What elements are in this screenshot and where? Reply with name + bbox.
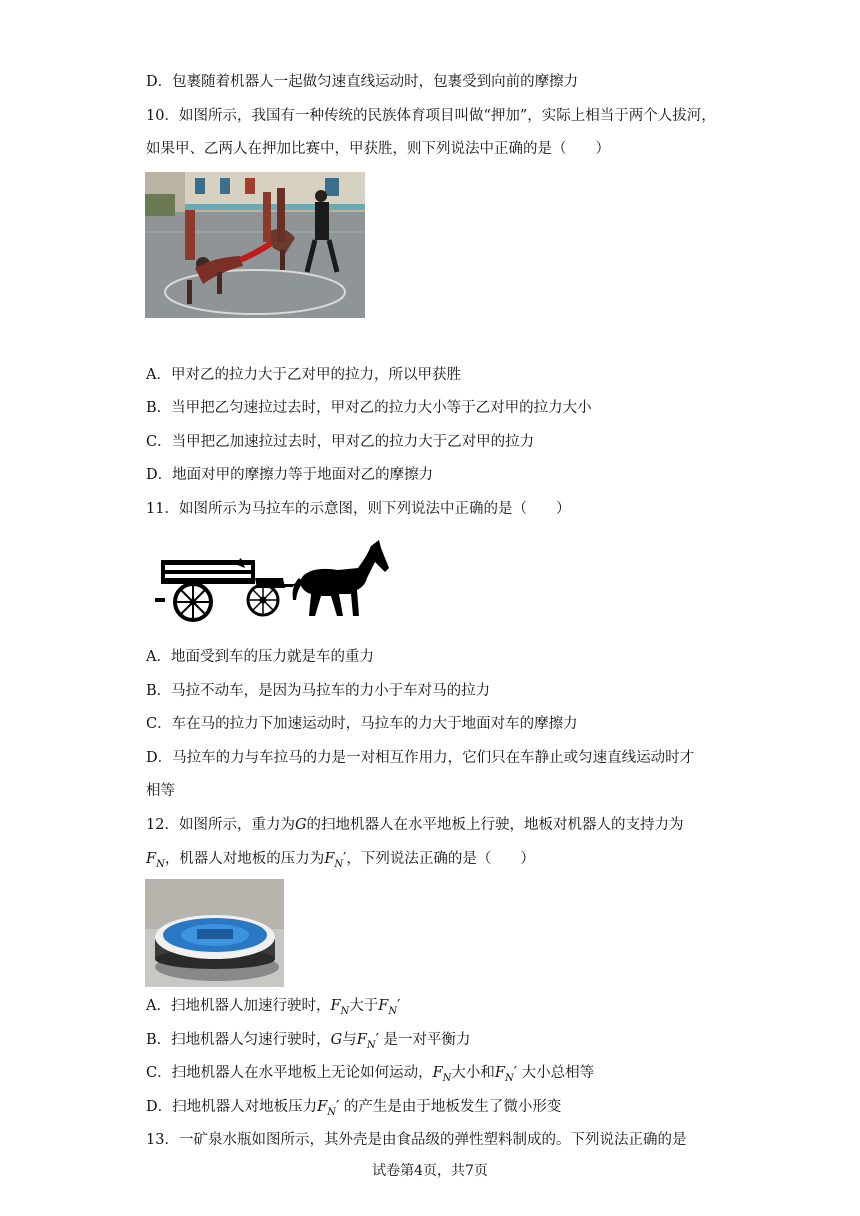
q10-stem-2: 如果甲、乙两人在押加比赛中，甲获胜，则下列说法中正确的是（ ） bbox=[146, 141, 610, 157]
q11-option-d: D．马拉车的力与车拉马的力是一对相互作用力，它们只在车静止或匀速直线运动时才 bbox=[146, 750, 695, 766]
q11-option-a: A．地面受到车的压力就是车的重力 bbox=[146, 649, 374, 665]
q10-option-c: C．当甲把乙加速拉过去时，甲对乙的拉力大于乙对甲的拉力 bbox=[146, 434, 535, 450]
q12-option-c: C．扫地机器人在水平地板上无论如何运动，$F_N$大小和$F_N'$ 大小总相等 bbox=[146, 1065, 595, 1084]
q12-option-d: D．扫地机器人对地板压力$F_N'$ 的产生是由于地板发生了微小形变 bbox=[146, 1099, 562, 1118]
q10-option-d: D．地面对甲的摩擦力等于地面对乙的摩擦力 bbox=[146, 467, 434, 483]
q10-photo-tug bbox=[145, 172, 365, 322]
option-d-prev: D．包裹随着机器人一起做匀速直线运动时，包裹受到向前的摩擦力 bbox=[146, 74, 579, 90]
q11-option-d-cont: 相等 bbox=[146, 783, 175, 799]
q12-stem-1: 12．如图所示，重力为G的扫地机器人在水平地板上行驶，地板对机器人的支持力为 bbox=[146, 817, 684, 833]
q13-stem: 13．一矿泉水瓶如图所示，其外壳是由食品级的弹性塑料制成的。下列说法正确的是 bbox=[146, 1132, 687, 1148]
q12-robot-photo bbox=[145, 879, 284, 991]
q12-stem-2: $F_N$，机器人对地板的压力为$F_N'$，下列说法正确的是（ ） bbox=[146, 851, 535, 870]
q12-option-b: B．扫地机器人匀速行驶时，G与$F_N'$ 是一对平衡力 bbox=[146, 1032, 471, 1051]
q11-option-b: B．马拉不动车，是因为马拉车的力小于车对马的拉力 bbox=[146, 683, 491, 699]
q12-option-a: A．扫地机器人加速行驶时，$F_N$大于$F_N'$ bbox=[146, 998, 401, 1017]
q11-horse-cart-figure bbox=[153, 538, 393, 628]
q10-option-a: A．甲对乙的拉力大于乙对甲的拉力，所以甲获胜 bbox=[146, 367, 461, 383]
q11-stem: 11．如图所示为马拉车的示意图，则下列说法中正确的是（ ） bbox=[146, 501, 571, 517]
q10-option-b: B．当甲把乙匀速拉过去时，甲对乙的拉力大小等于乙对甲的拉力大小 bbox=[146, 400, 592, 416]
q10-stem-1: 10．如图所示，我国有一种传统的民族体育项目叫做“押加”，实际上相当于两个人拔河， bbox=[146, 108, 716, 124]
page-footer: 试卷第4页，共7页 bbox=[372, 1163, 488, 1179]
q11-option-c: C．车在马的拉力下加速运动时，马拉车的力大于地面对车的摩擦力 bbox=[146, 716, 578, 732]
